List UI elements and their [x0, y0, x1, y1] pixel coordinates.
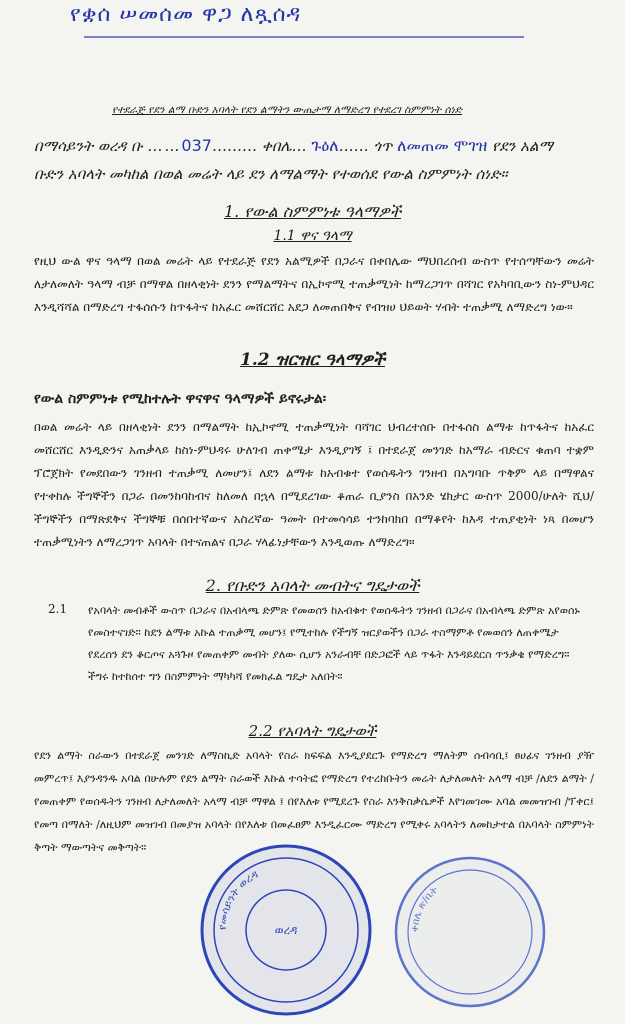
- handwritten-underline: [84, 36, 524, 38]
- section-1-2-lead: የውል ስምምነቱ የሚከተሉት ዋናዋና ዓላማዎች ይኖሩታል፡: [34, 391, 327, 407]
- parties-line-2: ቡድን አባላት መካከል በወል መሬት ላይ ደን ለማልማት የተወሰደ የውል ስምምነት ሰነድ።: [34, 165, 508, 183]
- section-2-2-title: 2.2 የአባላት ግዴታወች: [248, 722, 377, 740]
- got-value: ለመጠመ ሞገዝ: [397, 136, 488, 155]
- section-1-heading: [0, 202, 625, 222]
- section-2-2-heading: [0, 722, 625, 740]
- section-1-2-title: 1.2 ዝርዝር ዓላማዎች: [240, 350, 385, 370]
- document-title: የተደራጅ የደን ልማ ቡድን አባላት የደን ልማትን ውጤታማ ለማድረግ የተደረገ ስምምነት ሰነድ: [112, 104, 463, 116]
- kebele-value: ጉዕለ: [311, 136, 339, 155]
- section-1-title: 1. የውል ስምምነቱ ዓላማዎች: [223, 202, 402, 221]
- stamp-left-center-text: ወረዳ: [274, 923, 298, 937]
- item-2-1-number: 2.1: [48, 602, 68, 616]
- section-1-2-heading: [0, 350, 625, 370]
- handwritten-title: የቋሰ ሠመሰመ ዋጋ ለጿሰዳ: [70, 2, 302, 27]
- official-stamp-right: [390, 852, 550, 1012]
- section-2-title: 2. የቡድን አባላት መብትና ግዴታወች: [205, 576, 420, 595]
- section-1-2-paragraph: በወል መሬት ላይ በዘላቂነት ደንን በማልማት ከኢኮኖሚ ተጠቃሚነት ባሻገር ህብረተሰቡ በተፋሰስ ልማቱ ከጥፋትና ከአፈር መሸርሸር እንዲድንና አጠቃላይ ከስነ-ምህዳሩ ሁለገብ ጠቀሜታ እንዲያገኝ ፤ በተደራጀ መንገድ ከአማራ ብድርና ቁጠባ ተቋም ፕሮጀክት የመደበውን ገንዘብ ተጠቃሚ ለመሆን፤ ለደን ልማቱ ከአብቁተ የወሰዱትን ገንዘብ በአግባቡ ጥቅም ላይ በማዋልና የተቀከሉ ችግኞችን በጋራ በመንከባከብና ከለመለ በኋላ በሚደረገው ቆጠራ ቢያንስ በአንድ ሄክታር ውስጥ 2000/ሁለት ሺህ/ ችግኞችን በማጽደቅና ችግኞቹ በሰበተኛውና አስረኛው ዓመት በተመሳሳይ ተንከባክበ በማቆየት ከእዳ ተጠያቂነት ነጻ በመሆን ተጠቃሚነትን ለማረጋገጥ አባላት በተናጠልና በጋራ ሃላፊነታቸውን እንዲወጡ ለማድረግ።: [34, 420, 594, 549]
- stamp-right-ring-text: ቀበሌ ጽ/ቤት: [409, 884, 441, 933]
- parties-line-1: በማሳይንት ወረዳ ቡ ……037……… ቀበሌ… ጉዕለ…… ጎጥ ለመጠመ ሞገዝ የደን አልማ: [34, 136, 553, 155]
- item-2-1-text: የአባላት መብቶች ውስጥ በጋራና በአብላጫ ድምጽ የመወሰን ከአብቁተ የወሰዱትን ገንዘብ በጋራና በአብላጫ ድምጽ አየወሰኑ የመስተናገድ። ከደን ልማቱ አኩል ተጠቃሚ መሆን፤ የሚተከሉ የችግኝ ዝርያወችን በጋራ ተስማምቶ የመወሰን ለጠቀሜታ የደረሰን ደን ቆርጦና አጓጉዞ የመጠቀም መብት ያለው ሲሆን አንራብቸ በድጋፎች ላይ ጥፋት እንዳይደርስ ጥንቃቄ የማድረግ። ችግሩ ከተከሰተ ግን በስምምነት ማካካሻ የመክፈል ግዴታ አለበት።: [88, 604, 580, 683]
- forest-group-label: የደን አልማ: [492, 137, 553, 155]
- section-2-heading: [0, 576, 625, 596]
- section-2-2-paragraph: የደን ልማት ስራውን በተደራጀ መንገድ ለማስኪድ አባላት የስራ ክፍፍል እንዲያደርጉ የማድረግ ማለትም ሰብሳቢ፤ ፀሀፊና ገንዘብ ያዥ መምረጥ፤ እያንዳንዱ አባል በሁሉም የደን ልማት ስራወች እኩል ተሳትፎ የማድረግ የተረከቡትን መሬት ለታለመለት አላማ ብቻ /ለደን ልማት /የመጠቀም የወሰዱትን ገንዘብ ለታለመለት አላማ ብቻ ማዋል ፤ በየእለቱ የሚደረጉ የስራ እንቅስቃሴዎች እየገመገሙ አባል መመዝገብ /ፕቀር፤ የመጣ በማለት /ለዚህም መዝገብ በመያዝ አባላት በየእለቱ በመፈፀም እንዲፈርሙ ማድረግ የሚቀሩ አባላትን ለመከታተል በአባላት ስምምነት ቅጣት ማውጣትና መቅጣት።: [34, 749, 594, 854]
- section-1-1-heading: [0, 228, 625, 244]
- section-1-1-paragraph: የዚህ ውል ዋና ዓላማ በወል መሬት ላይ የተደራጅ የደን አልሚዎች በጋራና በቀበሌው ማህበረሰብ ውስጥ የተሰጣቸውን መሬት ለታለመለት ዓላማ ብቻ በማዋል በዘላቂነት ደንን የማልማትና በኢኮኖሚ ተጠቃሚነት ከማረጋገጥ በሻገር የአካባቢውን ስነ-ምህዳር እንዲሻሻል በማድረግ ተፋሰሱን ከጥፋትና ከአፈር መሸርሸር አደጋ ለመጠበቅና የብዝሀ ህይወት ሃብት ተጠቃሚ ለማድረግ ነው።: [34, 254, 594, 314]
- stamp-left-ring-text: የመሳይንት ወረዳ: [215, 867, 261, 931]
- kebele-label: ቀበሌ: [261, 137, 292, 155]
- group-number: 037: [181, 136, 212, 155]
- official-stamp-left: [196, 840, 376, 1020]
- section-1-1-title: 1.1 ዋና ዓላማ: [273, 228, 352, 244]
- district-label: በማሳይንት ወረዳ ቡ: [34, 137, 143, 155]
- got-label: ጎጥ: [373, 137, 393, 155]
